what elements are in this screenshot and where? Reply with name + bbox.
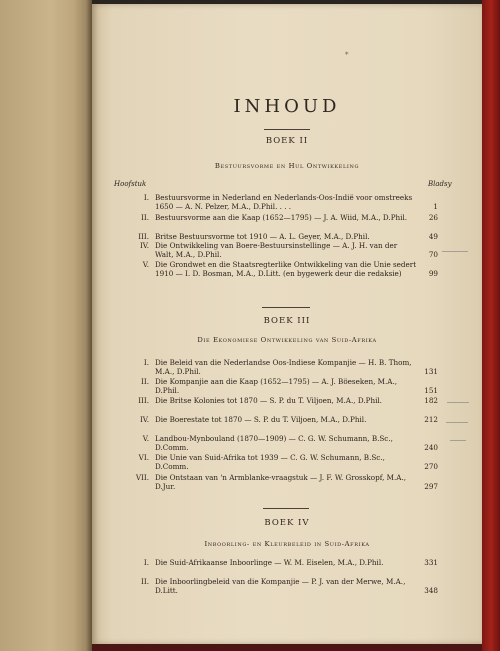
toc-entry[interactable] [134,578,438,596]
page-number: 348 [424,585,438,595]
toc-entry[interactable] [134,242,438,260]
chapter-number: VI. [138,453,149,462]
contents-page [92,4,482,644]
pencil-mark [446,422,468,423]
chapter-title: Bestuursvorme aan die Kaap (1652—1795) — J. A. Wiid, M.A., D.Phil. [155,213,408,222]
chapter-number: VII. [135,473,149,482]
section-subtitle: Bestuursvorme en Hul Ontwikkeling [214,162,360,170]
toc-entry[interactable] [134,559,438,568]
section-rule [263,508,309,509]
chapter-number: IV. [139,415,149,424]
page-number: 182 [424,396,438,405]
page-number: 151 [424,385,438,395]
chapter-number: I. [143,193,149,202]
section-subtitle: Die Ekonomiese Ontwikkeling van Suid-Afrika [197,336,377,344]
page-number: 99 [428,268,438,278]
page-number: 331 [424,558,438,567]
toc-entry[interactable] [134,261,438,279]
section-heading: BOEK II [265,136,309,146]
section-heading: BOEK IV [264,518,310,528]
chapter-title: Die Suid-Afrikaanse Inboorlinge — W. M. Eiselen, M.A., D.Phil. [155,558,384,567]
toc-entry[interactable] [134,214,438,223]
chapter-number: II. [141,377,149,386]
chapter-number: V. [142,260,149,269]
pencil-mark [442,251,468,252]
chapter-title: Die Inboorlingbeleid van die Kompanjie — P. J. van der Merwe, M.A., D.Litt. [155,577,406,595]
chapter-number: I. [143,558,149,567]
section-heading: BOEK III [263,316,311,326]
toc-entry[interactable] [134,474,438,492]
chapter-title: Die Grondwet en die Staatsregterlike Ontwikkeling van die Unie sedert 1910 — I. D. Bosman, M.A., D.Litt. (en bygewerk deur die redaksie) [155,260,417,278]
chapter-title: Landbou-Mynbouland (1870—1909) — C. G. W. Schumann, B.Sc., D.Comm. [155,434,393,452]
chapter-title: Die Kompanjie aan die Kaap (1652—1795) — A. J. Böeseken, M.A., D.Phil. [155,377,398,395]
page-number: 212 [424,415,438,424]
page-number: 297 [424,481,438,491]
chapter-title: Die Britse Kolonies tot 1870 — S. P. du T. Viljoen, M.A., D.Phil. [155,396,382,405]
chapter-number: I. [143,358,149,367]
pencil-mark [447,402,469,403]
column-header-page: Bladsy [428,180,452,188]
chapter-number: III. [138,232,149,241]
chapter-number: II. [141,213,149,222]
toc-entry[interactable] [134,435,438,453]
toc-entry[interactable] [134,359,438,377]
title-rule [264,129,310,130]
chapter-number: V. [142,434,149,443]
section-subtitle: Inboorling- en Kleurbeleid in Suid-Afrika [204,540,370,548]
toc-entry[interactable] [134,194,438,212]
page-number: 270 [424,461,438,471]
chapter-title: Britse Bestuursvorme tot 1910 — A. L. Geyer, M.A., D.Phil. [155,232,370,241]
toc-entry[interactable] [134,378,438,396]
toc-entry[interactable] [134,416,438,425]
page-number: 70 [428,249,438,259]
chapter-number: IV. [139,241,149,250]
ornament-mark: * [345,51,349,59]
chapter-title: Die Boerestate tot 1870 — S. P. du T. Viljoen, M.A., D.Phil. [155,415,367,424]
book-bottom-edge [92,644,482,651]
page-number: 240 [424,442,438,452]
chapter-title: Bestuursvorme in Nederland en Nederlands-Oos-Indië voor omstreeks 1650 — A. N. Pelzer, M.A., D.Phil. . . . [155,193,413,211]
book-cover-edge [482,0,500,651]
left-page-edge [0,0,92,651]
chapter-title: Die Ontstaan van 'n Armblanke-vraagstuk — J. F. W. Grosskopf, M.A., D.Jur. [155,473,407,491]
chapter-number: III. [138,396,149,405]
toc-entry[interactable] [134,397,438,406]
chapter-number: II. [141,577,149,586]
page-number: 49 [428,232,438,241]
toc-entry[interactable] [134,454,438,472]
chapter-title: Die Unie van Suid-Afrika tot 1939 — C. G. W. Schumann, B.Sc., D.Comm. [155,453,385,471]
page-title: INHOUD [233,96,341,117]
page-number: 26 [428,213,438,222]
pencil-mark [450,440,466,441]
page-number: 1 [433,201,438,211]
chapter-title: Die Ontwikkeling van Boere-Bestuursinstellinge — A. J. H. van der Walt, M.A., D.Phil. [155,241,398,259]
chapter-title: Die Beleid van die Nederlandse Oos-Indiese Kompanjie — H. B. Thom, M.A., D.Phil. [155,358,412,376]
page-number: 131 [424,366,438,376]
section-rule [262,307,310,308]
column-header-chapter: Hoofstuk [114,180,147,188]
